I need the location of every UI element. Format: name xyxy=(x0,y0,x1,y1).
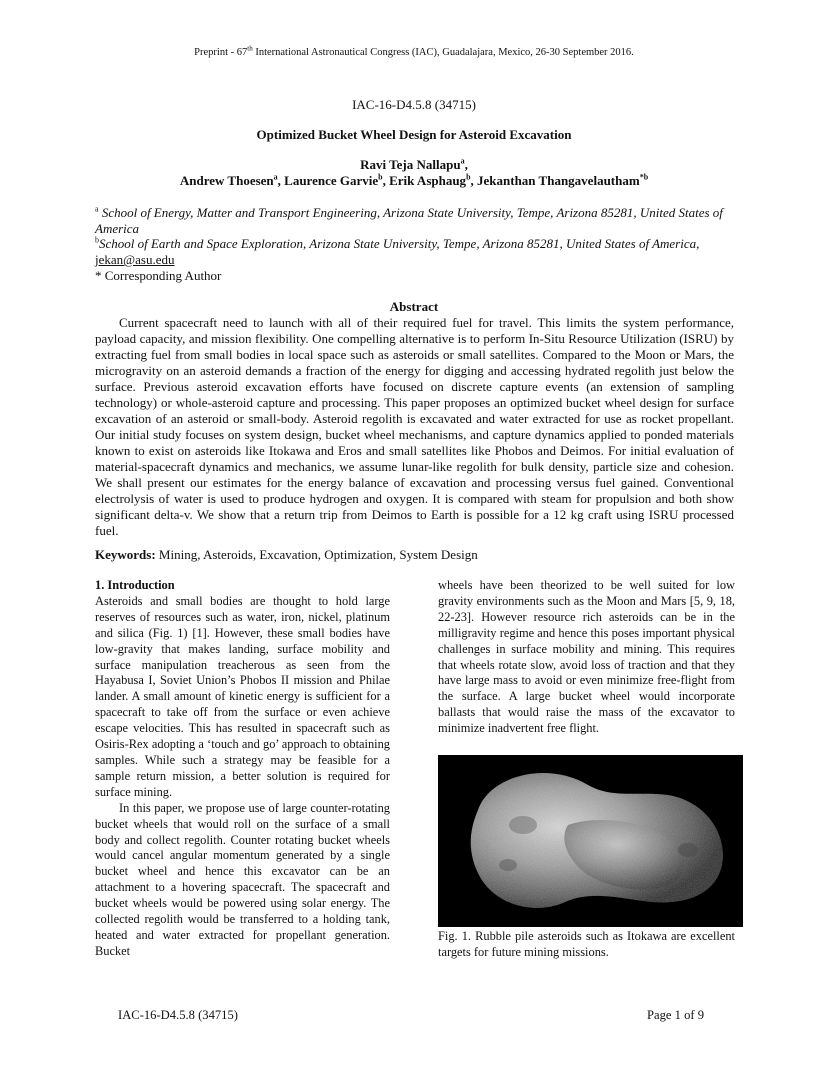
affiliation-a xyxy=(95,205,745,237)
paper-title: Optimized Bucket Wheel Design for Asteroid Excavation xyxy=(256,127,572,142)
author-name: Laurence Garvie xyxy=(284,173,379,188)
author-name: Erik Asphaug xyxy=(389,173,467,188)
preprint-text-pre: Preprint - 67 xyxy=(194,47,248,58)
author-name: Ravi Teja Nallapu xyxy=(360,157,461,172)
preprint-text-post: International Astronautical Congress (IAC), Guadalajara, Mexico, 26-30 September 2016. xyxy=(252,47,634,58)
left-column xyxy=(95,578,390,960)
author-name: Andrew Thoesen xyxy=(179,173,274,188)
right-column xyxy=(438,578,735,737)
author-affil-mark: a xyxy=(273,172,278,182)
affiliation-b: $^b$School of Earth and Space Exploration, Arizona State University, Tempe, Arizona 85281, United States of America, jekan@asu.edu xyxy=(95,235,700,267)
affiliation-mark: a xyxy=(95,204,99,214)
author-name: Jekanthan Thangavelautham xyxy=(477,173,640,188)
author-line-2: Andrew Thoesen$^a$, Laurence Garvie$^b$, Erik Asphaug$^b$, Jekanthan Thangavelautham$^{*b}$ xyxy=(179,172,649,188)
author-affil-mark: b xyxy=(466,172,471,182)
affiliation-text: School of Energy, Matter and Transport Engineering, Arizona State University, Tempe, Arizona 85281, United States of America xyxy=(95,205,723,236)
asteroid-image xyxy=(438,755,743,927)
paragraph: wheels have been theorized to be well suited for low gravity environments such as the Moon and Mars [5, 9, 18, 22-23]. However resource rich asteroids can be in the milligravity regime and hence this poses important physical challenges in surface mobility and mining. This requires that wheels rotate slow, avoid loss of traction and that they have large mass to avoid or even minimize free-flight from the surface. A large bucket wheel would incorporate ballasts that would raise the mass of the excavator to minimize inadvertent free flight. xyxy=(438,578,735,736)
figure-caption: Fig. 1. Rubble pile asteroids such as Itokawa are excellent targets for future mining missions. xyxy=(438,929,735,959)
author-line-1: Ravi Teja Nallapu$^a$, xyxy=(360,156,468,172)
abstract-heading: Abstract xyxy=(389,299,439,314)
keywords-label: Keywords: xyxy=(95,547,156,562)
paragraph: Asteroids and small bodies are thought to hold large reserves of resources such as water, iron, nickel, platinum and silica (Fig. 1) [1]. However, these small bodies have low-gravity that makes landing, surface mobility and surface manipulation treacherous as seen from the Hayabusa I, Soviet Union’s Phobos II mission and Philae lander. A small amount of kinetic energy is sufficient for a spacecraft to take off from the surface or even achieve escape velocities. This has resulted in spacecraft such as Osiris-Rex adopting a ‘touch and go’ approach to obtaining samples. While such a strategy may be feasible for a sample return mission, a better solution is required for surface mining. xyxy=(95,593,390,799)
author-affil-mark: a xyxy=(460,156,465,166)
preprint-header xyxy=(0,44,828,58)
footer-page-number: Page 1 of 9 xyxy=(647,1008,705,1022)
affiliation-mark: b xyxy=(95,235,99,245)
corresponding-author-note: * Corresponding Author xyxy=(95,268,222,283)
paper-id: IAC-16-D4.5.8 (34715) xyxy=(352,97,476,112)
keywords-text: Mining, Asteroids, Excavation, Optimization, System Design xyxy=(155,547,478,562)
itokawa-asteroid-illustration xyxy=(438,755,743,927)
paragraph: In this paper, we propose use of large counter-rotating bucket wheels that would roll on the surface of a small body and collect regolith. Counter rotating bucket wheels would cancel angular momentum generated by a single bucket wheel and hence this excavator can be an attachment to a hovering spacecraft. The spacecraft and bucket wheels would be powered using solar energy. The collected regolith would be transferred to a holding tank, heated and water extracted for propellant generation. Bucket xyxy=(95,800,390,958)
keywords xyxy=(95,547,735,563)
author-affil-mark: *b xyxy=(639,172,649,182)
email-link[interactable]: jekan@asu.edu xyxy=(95,252,175,267)
preprint-superscript: th xyxy=(247,44,253,53)
author-affil-mark: b xyxy=(378,172,383,182)
affiliation-text: School of Earth and Space Exploration, Arizona State University, Tempe, Arizona 85281, United States of America xyxy=(99,236,697,251)
footer-paper-id: IAC-16-D4.5.8 (34715) xyxy=(118,1008,238,1022)
abstract-text: Current spacecraft need to launch with all of their required fuel for travel. This limits the system performance, payload capacity, and mission flexibility. One compelling alternative is to perform In-Situ Resource Utilization (ISRU) by extracting fuel from small bodies in local space such as asteroids or small satellites. Compared to the Moon or Mars, the microgravity on an asteroid demands a fraction of the energy for digging and accessing hydrated regolith just below the surface. Previous asteroid excavation efforts have focused on discrete capture events (an extension of sampling technology) or whole-asteroid capture and processing. This paper proposes an optimized bucket wheel design for surface excavation of an asteroid or small-body. Asteroid regolith is excavated and water extracted for use as rocket propellant. Our initial study focuses on system design, bucket wheel mechanisms, and capture dynamics applied to ponded materials known to exist on asteroids like Itokawa and Eros and small satellites like Phobos and Deimos. For initial evaluation of material-spacecraft dynamics and mechanics, we assume lunar-like regolith for bulk density, particle size and cohesion. We shall present our estimates for the energy balance of excavation and processing versus fuel gained. Conventional electrolysis of water is used to produce hydrogen and oxygen. It is compared with steam for propulsion and both show significant delta-v. We show that a return trip from Deimos to Earth is possible for a 12 kg craft using ISRU processed fuel. xyxy=(95,315,734,538)
section-heading: 1. Introduction xyxy=(95,578,175,592)
